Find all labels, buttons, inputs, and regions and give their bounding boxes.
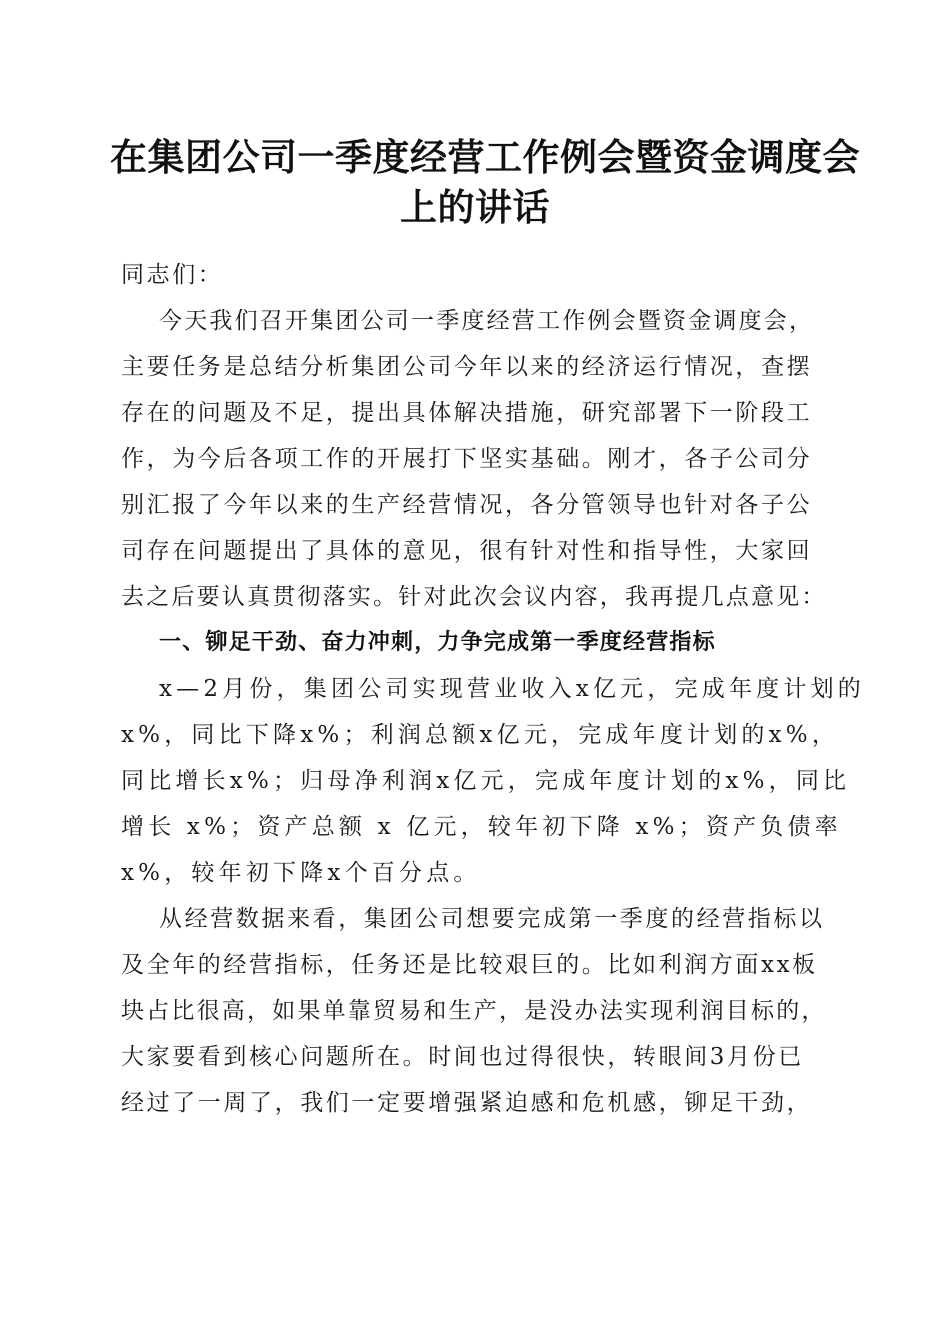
paragraph-line: x—2月份，集团公司实现营业收入x亿元，完成年度计划的 xyxy=(159,676,865,702)
paragraph-line: 别汇报了今年以来的生产经营情况，各分管领导也针对各子公 xyxy=(121,492,813,518)
paragraph-line: 作，为今后各项工作的开展打下坚实基础。刚才，各子公司分 xyxy=(121,446,813,472)
paragraph-line: 主要任务是总结分析集团公司今年以来的经济运行情况，查摆 xyxy=(121,354,813,380)
title-line-1: 在集团公司一季度经营工作例会暨资金调度会 xyxy=(110,135,860,179)
paragraph-line: 同比增长x%；归母净利润x亿元，完成年度计划的x%，同比 xyxy=(121,768,851,794)
paragraph-line: 从经营数据来看，集团公司想要完成第一季度的经营指标以 xyxy=(159,906,825,932)
paragraph-line: 块占比很高，如果单靠贸易和生产，是没办法实现利润目标的， xyxy=(121,998,827,1024)
paragraph-line: 去之后要认真贯彻落实。针对此次会议内容，我再提几点意见： xyxy=(121,584,827,610)
paragraph-line: 增长 x%；资产总额 x 亿元，较年初下降 x%；资产负债率 xyxy=(121,814,842,840)
paragraph-line: 司存在问题提出了具体的意见，很有针对性和指导性，大家回 xyxy=(121,538,813,564)
document-title xyxy=(110,132,860,232)
paragraph-line: 及全年的经营指标，任务还是比较艰巨的。比如利润方面xx板 xyxy=(121,952,818,978)
document-body xyxy=(121,252,865,1126)
paragraph-line: x%，同比下降x%；利润总额x亿元，完成年度计划的x%， xyxy=(121,722,840,748)
paragraph-line: 存在的问题及不足，提出具体解决措施，研究部署下一阶段工 xyxy=(121,400,813,426)
paragraph-line: 大家要看到核心问题所在。时间也过得很快，转眼间3月份已 xyxy=(121,1044,804,1070)
paragraph-line: 今天我们召开集团公司一季度经营工作例会暨资金调度会， xyxy=(159,308,815,334)
salutation: 同志们： xyxy=(121,262,224,288)
title-line-2: 上的讲话 xyxy=(400,185,550,229)
section-heading: 一、铆足干劲、奋力冲刺，力争完成第一季度经营指标 xyxy=(159,630,716,655)
paragraph-line: 经过了一周了，我们一定要增强紧迫感和危机感，铆足干劲， xyxy=(121,1090,813,1116)
paragraph-line: x%，较年初下降x个百分点。 xyxy=(121,860,481,886)
